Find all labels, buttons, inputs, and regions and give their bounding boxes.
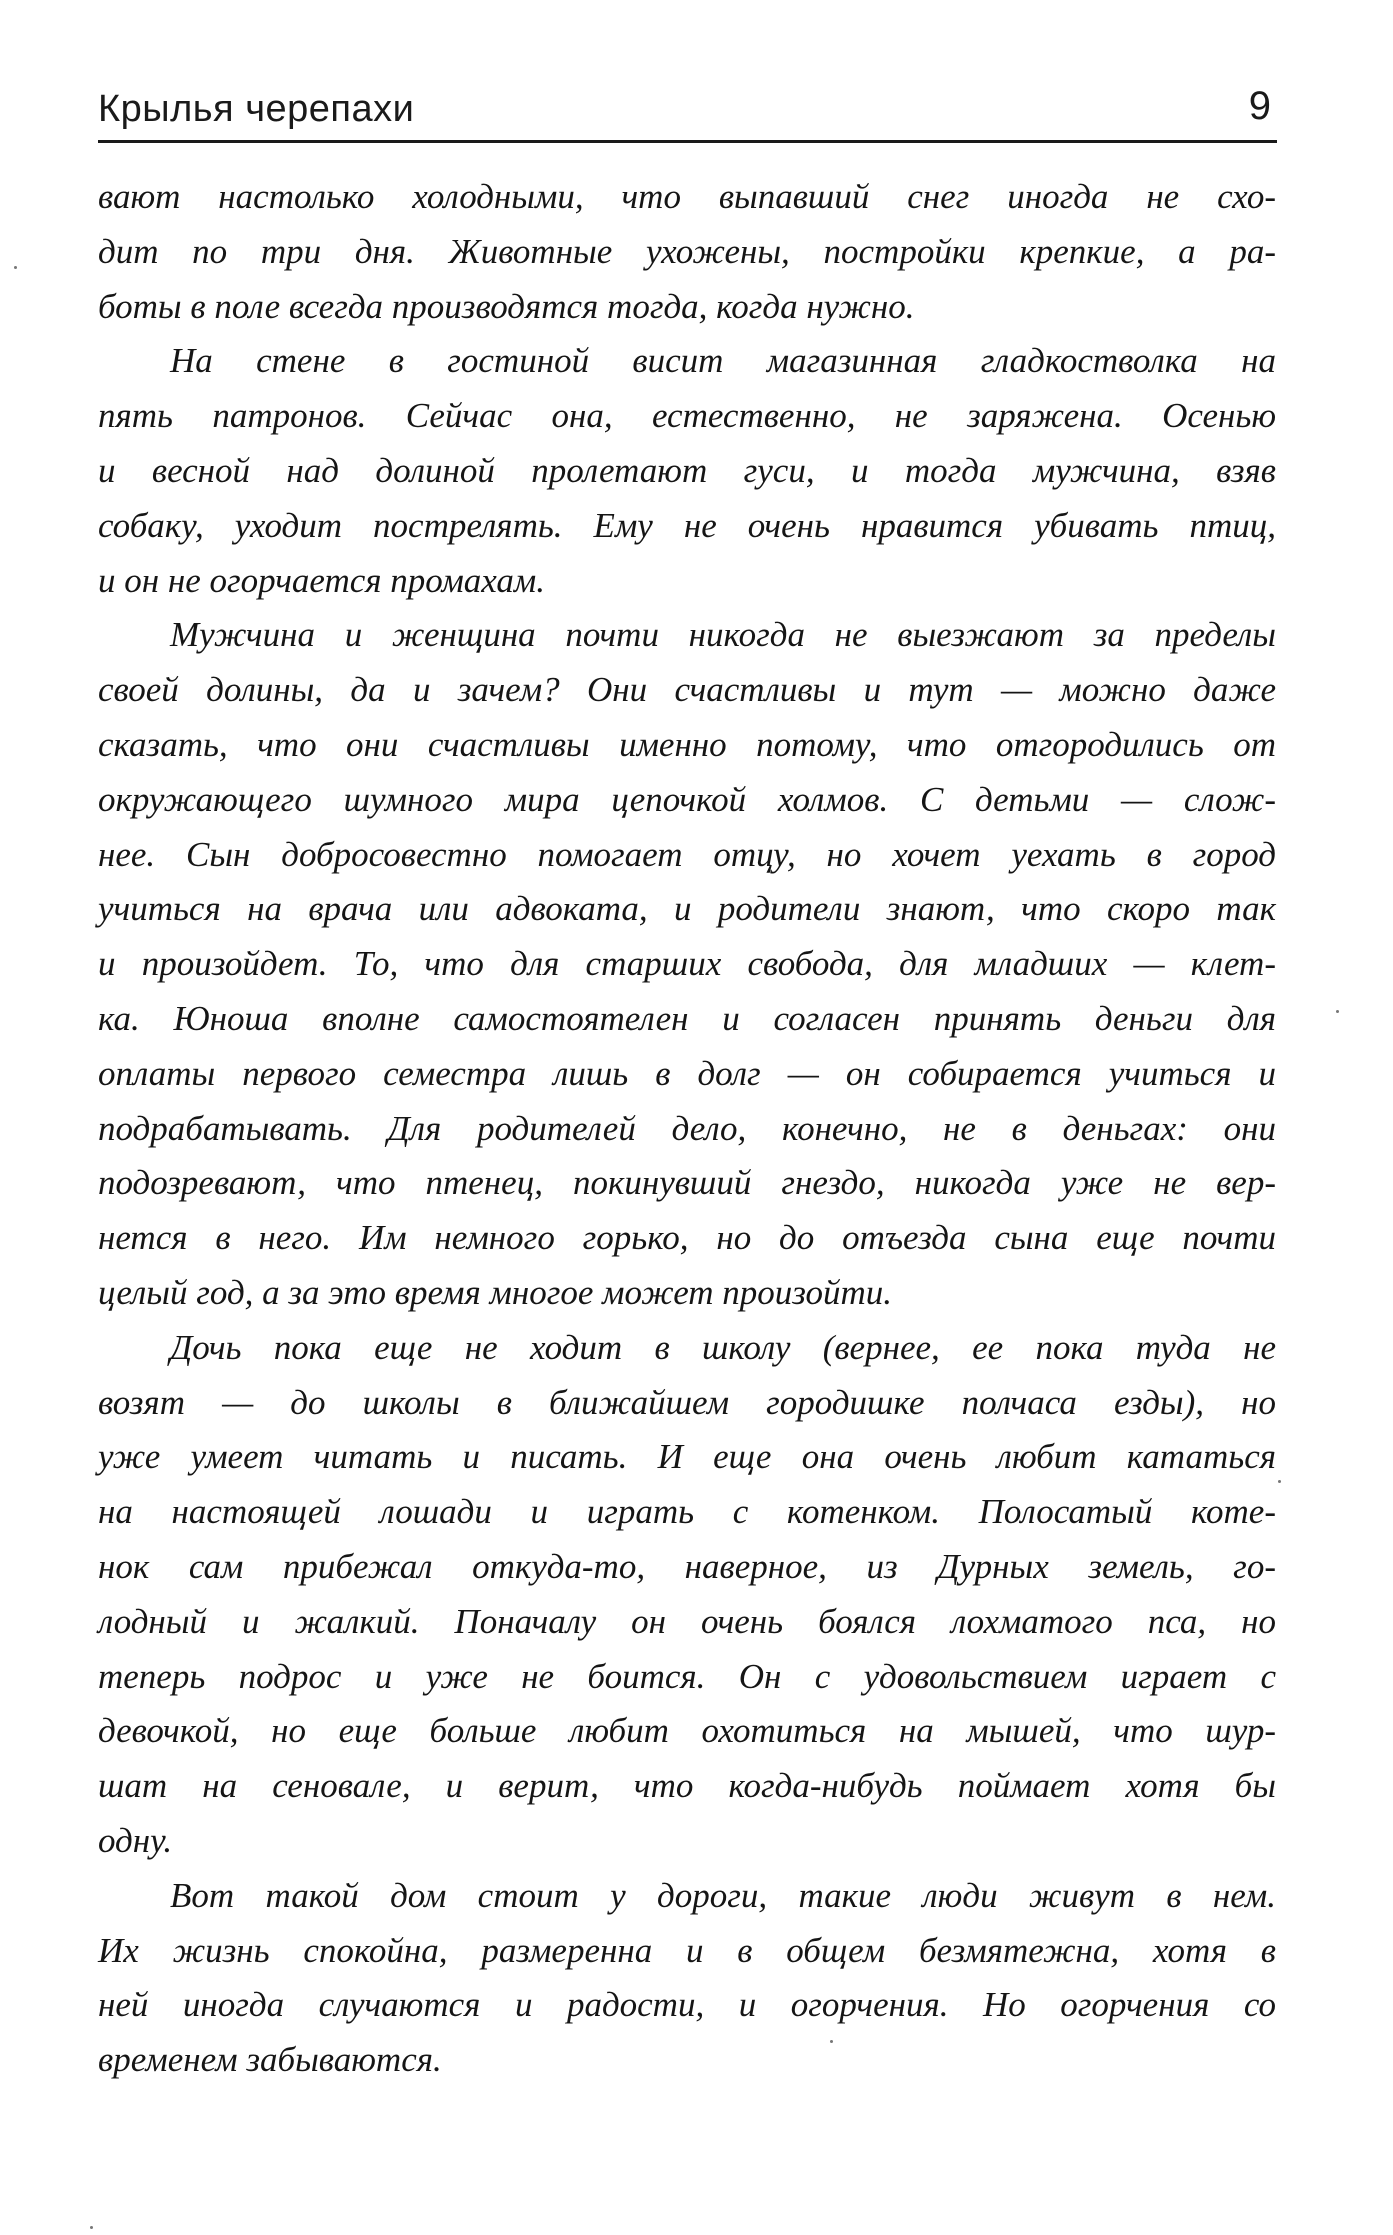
text-line: девочкой, но еще больше любит охотиться на мышей, что шур- <box>98 1711 1276 1751</box>
text-line: и произойдет. То, что для старших свобода, для младших — клет- <box>98 944 1276 984</box>
text-line: дит по три дня. Животные ухожены, постройки крепкие, а ра- <box>98 231 1276 271</box>
text-line: и он не огорчается промахам. <box>98 560 545 600</box>
scan-speck <box>14 266 17 269</box>
text-line: одну. <box>98 1820 173 1860</box>
text-line: временем забываются. <box>98 2040 442 2080</box>
page-number: 9 <box>1248 84 1271 128</box>
text-line: Мужчина и женщина почти никогда не выезжают за пределы <box>170 615 1276 655</box>
text-line: подозревают, что птенец, покинувший гнездо, никогда уже не вер- <box>98 1163 1276 1203</box>
text-line: Вот такой дом стоит у дороги, такие люди живут в нем. <box>170 1875 1276 1915</box>
text-line: подрабатывать. Для родителей дело, конечно, не в деньгах: они <box>98 1108 1276 1148</box>
text-line: ка. Юноша вполне самостоятелен и согласен принять деньги для <box>98 998 1276 1038</box>
text-line: оплаты первого семестра лишь в долг — он собирается учиться и <box>98 1053 1276 1093</box>
text-line: вают настолько холодными, что выпавший снег иногда не схо- <box>98 177 1276 216</box>
text-line: окружающего шумного мира цепочкой холмов. С детьми — слож- <box>98 779 1276 819</box>
text-line: и весной над долиной пролетают гуси, и тогда мужчина, взяв <box>98 450 1276 490</box>
book-title: Крылья черепахи <box>98 88 415 130</box>
text-line: сказать, что они счастливы именно потому, что отгородились от <box>98 724 1276 764</box>
text-line: собаку, уходит пострелять. Ему не очень нравится убивать птиц, <box>98 505 1276 545</box>
body-text <box>98 170 1276 2088</box>
text-line: целый год, а за это время многое может произойти. <box>98 1272 893 1312</box>
text-line: теперь подрос и уже не боится. Он с удовольствием играет с <box>98 1656 1276 1696</box>
text-line: нее. Сын добросовестно помогает отцу, но хочет уехать в город <box>98 834 1276 874</box>
text-line: уже умеет читать и писать. И еще она очень любит кататься <box>98 1437 1276 1477</box>
text-line: Их жизнь спокойна, размеренна и в общем безмятежна, хотя в <box>98 1930 1276 1970</box>
text-line: учиться на врача или адвоката, и родители знают, что скоро так <box>98 889 1276 929</box>
text-line: боты в поле всегда производятся тогда, когда нужно. <box>98 286 915 326</box>
scan-speck <box>90 2226 93 2229</box>
scan-speck <box>830 2040 833 2043</box>
text-line: возят — до школы в ближайшем городишке полчаса езды), но <box>98 1382 1276 1422</box>
scan-speck <box>1278 1480 1281 1483</box>
text-line: шат на сеновале, и верит, что когда-нибудь поймает хотя бы <box>98 1766 1276 1806</box>
running-header <box>98 82 1275 142</box>
text-line: нок сам прибежал откуда-то, наверное, из Дурных земель, го- <box>98 1546 1276 1586</box>
header-rule <box>98 140 1277 143</box>
scan-speck <box>1336 1010 1339 1013</box>
text-line: нется в него. Им немного горько, но до отъезда сына еще почти <box>98 1218 1276 1258</box>
text-line: ней иногда случаются и радости, и огорчения. Но огорчения со <box>98 1985 1276 2025</box>
text-line: своей долины, да и зачем? Они счастливы и тут — можно даже <box>98 670 1276 710</box>
text-line: На стене в гостиной висит магазинная гладкостволка на <box>170 341 1276 381</box>
text-line: пять патронов. Сейчас она, естественно, не заряжена. Осенью <box>98 396 1276 436</box>
text-line: лодный и жалкий. Поначалу он очень боялся лохматого пса, но <box>98 1601 1276 1641</box>
text-line: Дочь пока еще не ходит в школу (вернее, ее пока туда не <box>170 1327 1276 1367</box>
text-line: на настоящей лошади и играть с котенком. Полосатый коте- <box>98 1492 1276 1532</box>
